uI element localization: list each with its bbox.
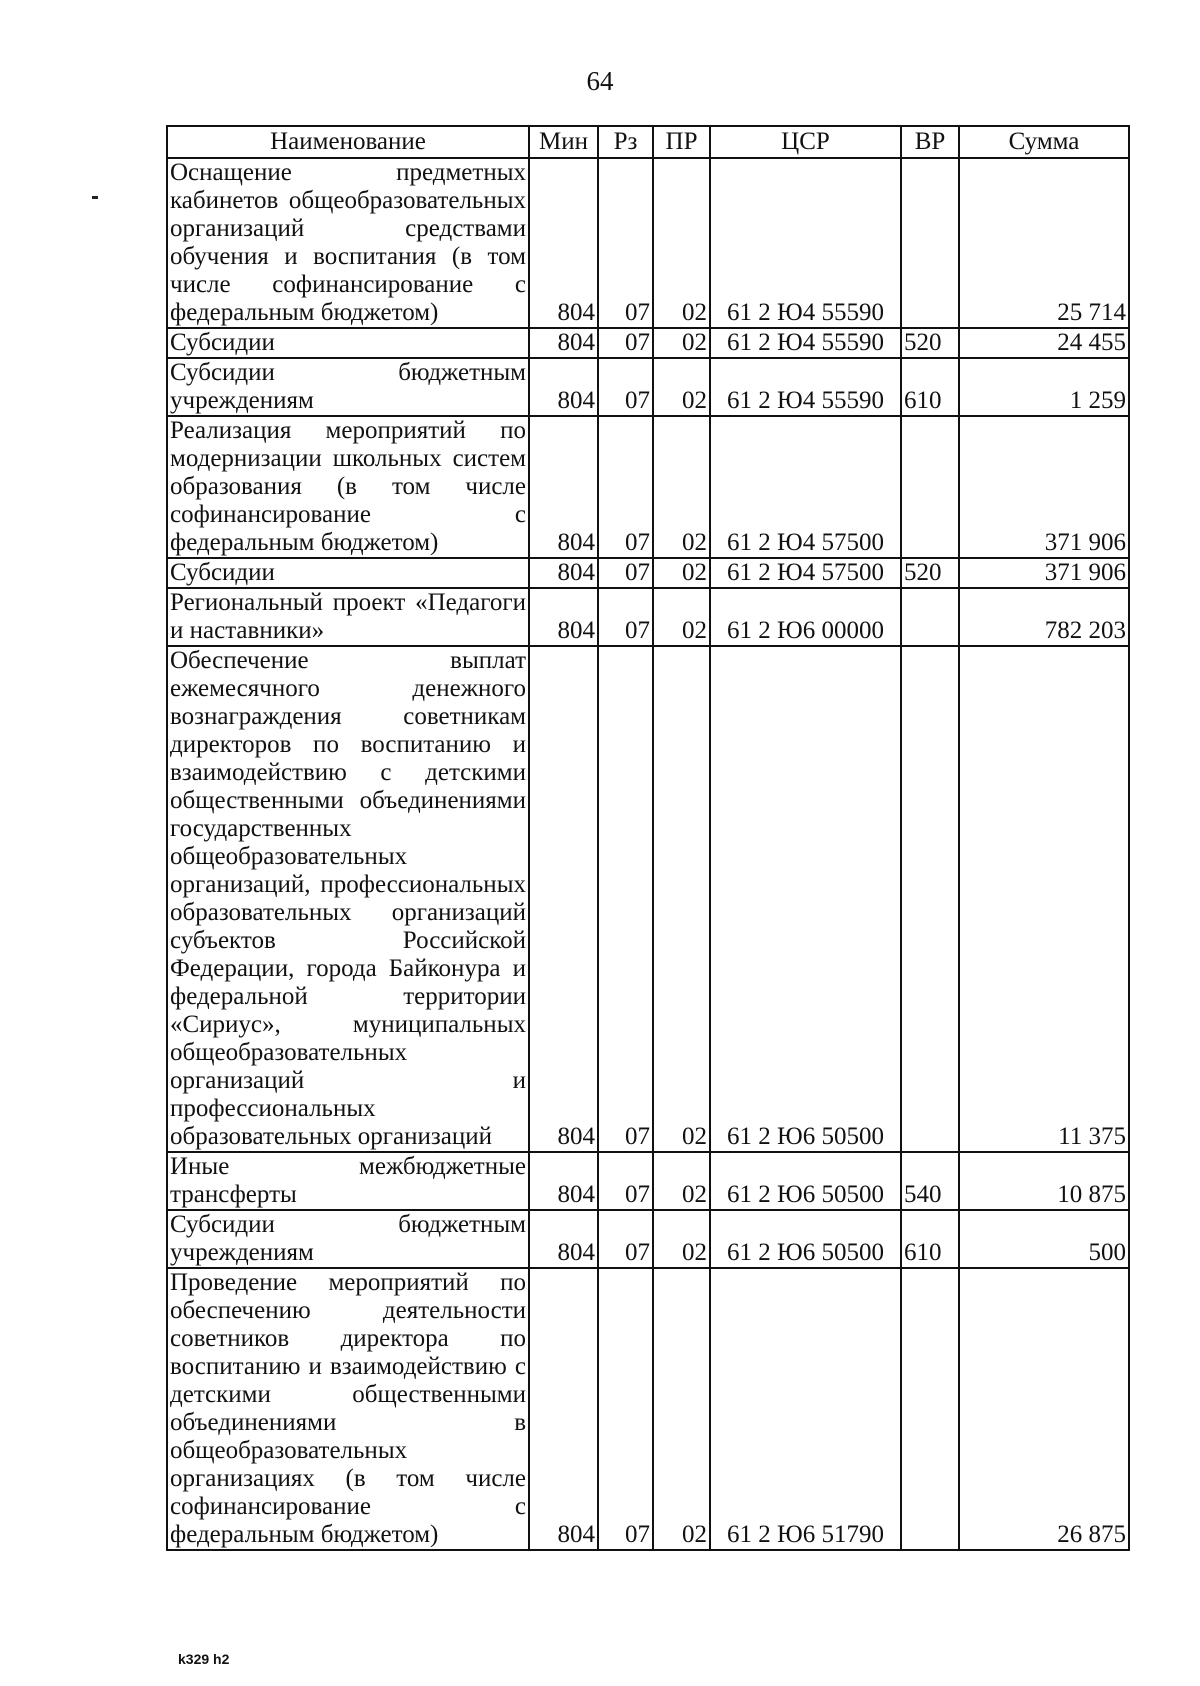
- row-rz: 07: [598, 588, 653, 646]
- row-name: Иные межбюджетные трансферты: [167, 1152, 529, 1210]
- header-csr: ЦСР: [710, 126, 901, 158]
- budget-table: [166, 125, 1130, 1551]
- row-min: 804: [529, 158, 598, 328]
- row-pr: 02: [653, 646, 710, 1152]
- row-vr: [901, 158, 959, 328]
- row-sum: 25 714: [959, 158, 1129, 328]
- row-sum: 1 259: [959, 358, 1129, 416]
- page-number: 64: [586, 66, 614, 96]
- header-vr: ВР: [901, 126, 959, 158]
- row-csr: 61 2 Ю4 55590: [710, 328, 901, 358]
- row-sum: 782 203: [959, 588, 1129, 646]
- table-row: [167, 558, 1129, 588]
- row-sum: 26 875: [959, 1268, 1129, 1550]
- row-rz: 07: [598, 558, 653, 588]
- row-rz: 07: [598, 1152, 653, 1210]
- row-vr: [901, 416, 959, 558]
- table-row: [167, 1152, 1129, 1210]
- row-min: 804: [529, 358, 598, 416]
- row-csr: 61 2 Ю4 55590: [710, 158, 901, 328]
- row-name: Проведение мероприятий по обеспечению деятельности советников директора по воспитанию и взаимодействию с детскими общественными объединениями в общеобразовательных организациях (в том числе софинансирование с федеральным бюджетом): [167, 1268, 529, 1550]
- table-row: [167, 328, 1129, 358]
- table-row: [167, 1210, 1129, 1268]
- row-csr: 61 2 Ю6 50500: [710, 646, 901, 1152]
- row-vr: 610: [901, 1210, 959, 1268]
- row-min: 804: [529, 1268, 598, 1550]
- row-sum: 11 375: [959, 646, 1129, 1152]
- row-vr: [901, 1268, 959, 1550]
- row-pr: 02: [653, 328, 710, 358]
- row-pr: 02: [653, 158, 710, 328]
- row-vr: [901, 588, 959, 646]
- row-name: Субсидии бюджетным учреждениям: [167, 358, 529, 416]
- row-csr: 61 2 Ю6 50500: [710, 1210, 901, 1268]
- row-pr: 02: [653, 358, 710, 416]
- row-min: 804: [529, 1210, 598, 1268]
- row-sum: 10 875: [959, 1152, 1129, 1210]
- row-vr: 540: [901, 1152, 959, 1210]
- row-csr: 61 2 Ю4 57500: [710, 416, 901, 558]
- row-min: 804: [529, 328, 598, 358]
- header-name: Наименование: [167, 126, 529, 158]
- row-pr: 02: [653, 1210, 710, 1268]
- row-pr: 02: [653, 416, 710, 558]
- row-pr: 02: [653, 558, 710, 588]
- footer-code: k329 h2: [178, 1651, 230, 1667]
- row-vr: [901, 646, 959, 1152]
- row-csr: 61 2 Ю6 50500: [710, 1152, 901, 1210]
- row-name: Региональный проект «Педагоги и наставники»: [167, 588, 529, 646]
- row-name: Субсидии: [167, 558, 529, 588]
- row-vr: 610: [901, 358, 959, 416]
- row-min: 804: [529, 1152, 598, 1210]
- table-row: [167, 646, 1129, 1152]
- row-sum: 371 906: [959, 416, 1129, 558]
- row-rz: 07: [598, 416, 653, 558]
- row-min: 804: [529, 416, 598, 558]
- header-pr: ПР: [653, 126, 710, 158]
- table-header-row: [167, 126, 1129, 158]
- row-sum: 500: [959, 1210, 1129, 1268]
- row-sum: 371 906: [959, 558, 1129, 588]
- row-rz: 07: [598, 328, 653, 358]
- header-min: Мин: [529, 126, 598, 158]
- row-vr: 520: [901, 328, 959, 358]
- table-row: [167, 1268, 1129, 1550]
- table-row: [167, 588, 1129, 646]
- row-csr: 61 2 Ю4 57500: [710, 558, 901, 588]
- row-name: Оснащение предметных кабинетов общеобразовательных организаций средствами обучения и воспитания (в том числе софинансирование с федеральным бюджетом): [167, 158, 529, 328]
- row-csr: 61 2 Ю6 00000: [710, 588, 901, 646]
- row-rz: 07: [598, 358, 653, 416]
- row-min: 804: [529, 646, 598, 1152]
- row-pr: 02: [653, 1152, 710, 1210]
- row-min: 804: [529, 558, 598, 588]
- row-pr: 02: [653, 588, 710, 646]
- header-rz: Рз: [598, 126, 653, 158]
- row-rz: 07: [598, 1210, 653, 1268]
- row-csr: 61 2 Ю6 51790: [710, 1268, 901, 1550]
- row-rz: 07: [598, 1268, 653, 1550]
- scan-artifact-mark: [92, 196, 98, 199]
- row-name: Субсидии: [167, 328, 529, 358]
- row-pr: 02: [653, 1268, 710, 1550]
- table-row: [167, 358, 1129, 416]
- row-sum: 24 455: [959, 328, 1129, 358]
- row-rz: 07: [598, 158, 653, 328]
- row-name: Субсидии бюджетным учреждениям: [167, 1210, 529, 1268]
- row-min: 804: [529, 588, 598, 646]
- row-rz: 07: [598, 646, 653, 1152]
- table-row: [167, 158, 1129, 328]
- header-sum: Сумма: [959, 126, 1129, 158]
- row-csr: 61 2 Ю4 55590: [710, 358, 901, 416]
- table-row: [167, 416, 1129, 558]
- row-vr: 520: [901, 558, 959, 588]
- row-name: Обеспечение выплат ежемесячного денежного вознаграждения советникам директоров по воспитанию и взаимодействию с детскими общественными объединениями государственных общеобразовательных организаций, профессиональных образовательных организаций субъектов Российской Федерации, города Байконура и федеральной территории «Сириус», муниципальных общеобразовательных организаций и профессиональных образовательных организаций: [167, 646, 529, 1152]
- row-name: Реализация мероприятий по модернизации школьных систем образования (в том числе софинансирование с федеральным бюджетом): [167, 416, 529, 558]
